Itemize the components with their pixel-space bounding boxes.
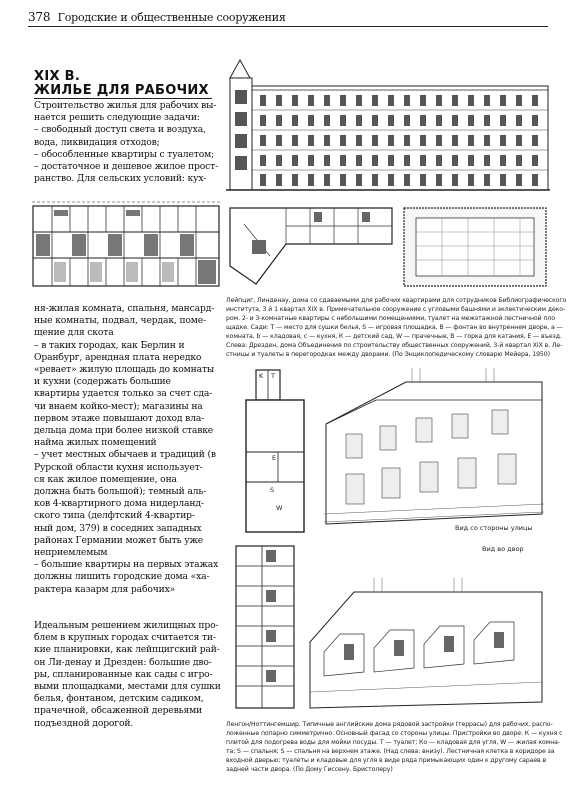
text-line: и кухни (содержать большие — [34, 376, 171, 388]
figure-caption-leipzig — [226, 296, 567, 359]
caption-line: плитой для подогрева воды для мойки посуды. Т — туалет; Ко — кладовая для угля, W — жилая комна- — [226, 739, 561, 746]
courtyard-site-plan — [402, 206, 548, 288]
caption-line: ложенные попарно симметрично. Основный фасад со стороны улицы. Пристройки во дворе: К — кухня с — [226, 730, 563, 737]
caption-line: входной дверью; туалеты и кладовые для угля в виде ряда примыкающих один к другому сараев в — [226, 757, 547, 764]
text-line: ный дом, 379) в соседних западных — [34, 522, 202, 534]
text-line: он Ли-денау и Дрезден: большие дво- — [34, 656, 212, 668]
text-line: подъездной дорогой. — [34, 717, 134, 729]
paragraph-3 — [34, 620, 221, 730]
text-line: щение для скота — [34, 327, 114, 339]
text-line: – большие квартиры на первых этажах — [34, 559, 219, 571]
room-label-t: T — [271, 372, 275, 380]
section-rule — [34, 98, 212, 99]
text-line: прачечной, обсаженной деревьями — [34, 705, 203, 717]
paragraph-2 — [34, 303, 219, 596]
text-line: рактера казарм для рабочих» — [34, 583, 176, 595]
page-number: 378 — [28, 10, 51, 24]
room-label-w: W — [276, 504, 283, 512]
text-line: – обособленные квартиры с туалетом; — [34, 148, 215, 160]
room-label-k: K — [259, 372, 264, 380]
text-line: выми площадками, местами для сушки — [34, 681, 221, 693]
text-line: ся как жилое помещение, она — [34, 473, 177, 485]
text-line: районах Германии может быть уже — [34, 534, 204, 546]
text-line: – свободный доступ света и воздуха, — [34, 124, 206, 136]
text-line: ранство. Для сельских условий: кух- — [34, 173, 207, 185]
text-line: – учет местных обычаев и традиций (в — [34, 449, 216, 461]
text-line: найма жилых помещений — [34, 437, 157, 449]
caption-line: задней части двора. (По Дому Гиссену, Бристолеру) — [226, 766, 393, 773]
text-line: ков 4-квартирного дома нидерланд- — [34, 498, 204, 510]
text-line: должна быть большой); темный аль- — [34, 486, 207, 498]
room-label-s: S — [270, 486, 275, 494]
running-head — [28, 10, 286, 24]
leipzig-floor-plan — [226, 204, 396, 288]
caption-line: Лейпциг, Линденау, дома со сдаваемыми для рабочих квартирами для сотрудников Библиографического — [226, 297, 567, 304]
label-street-side: Вид со стороны улицы — [455, 524, 533, 532]
paragraph-1 — [34, 100, 219, 185]
text-line: первом этаже повышают доход вла- — [34, 412, 205, 424]
leipzig-facade-elevation — [226, 56, 550, 198]
text-line: ры, спланированные как сады с игро- — [34, 668, 213, 680]
text-line: белья, фонтаном, детским садиком, — [34, 693, 204, 705]
section-title: ЖИЛЬЕ ДЛЯ РАБОЧИХ — [34, 83, 209, 98]
text-line: должны лишить городские дома «ха- — [34, 571, 210, 583]
terraced-house-plan — [238, 368, 312, 538]
room-label-e: E — [272, 454, 277, 462]
running-title: Городские и общественные сооружения — [57, 11, 286, 24]
text-line: квартиры удается только за счет сда- — [34, 388, 213, 400]
caption-line: комната, b — кладовая, с — кухня, К — детский сад, W — прачечные, В — горка для катания, Е — въезд. — [226, 333, 562, 340]
text-line: Оранбург, арендная плата нередко — [34, 351, 202, 363]
text-line: неприемлемым — [34, 547, 108, 559]
text-line: ня-жилая комната, спальня, мансард- — [34, 303, 215, 314]
header-rule — [28, 26, 548, 27]
section-heading — [34, 70, 209, 98]
dresden-block-plan — [32, 198, 220, 294]
text-line: – достаточное и дешевое жилое прост- — [34, 161, 219, 173]
text-line: ского типа (делфтский 4-квартир- — [34, 510, 195, 522]
text-line: дельца дома при более низкой ставке — [34, 425, 214, 437]
text-line: Строительство жилья для рабочих вы- — [34, 100, 217, 111]
section-number: XIX В. — [34, 69, 81, 84]
text-line: вода, ликвидация отходов; — [34, 136, 160, 148]
text-line: Идеальным решением жилищных про- — [34, 620, 219, 631]
text-line: Рурской области кухня использует- — [34, 461, 203, 473]
caption-line: Слева: Дрезден, дома Объединения по строительству общественных сооружений, 3-й квартал XIX в. Ле- — [226, 342, 563, 349]
caption-line: щадке. Сади: Т — место для сушки белья, S — игровая площадка, В — фонтан во внутреннем дворе, а — — [226, 324, 563, 331]
caption-line: института, 3 й 1 квартал XIX в. Примечательное сооружение с угловыми башнями и эклектическим деко- — [226, 306, 566, 313]
text-line: блем в крупных городах считается ти- — [34, 632, 216, 644]
caption-line: та; S — спальня; S — спальня на верхнем этаже. (Над слева: внизу). Лестничная клетка в коридоре за — [226, 748, 555, 755]
caption-line: стницы и туалеты в перегородках между дворами. (По Энциклопедическому словарю Мейера, 1950) — [226, 351, 550, 358]
row-houses-plan — [232, 544, 298, 712]
text-line: чи внаем койко-мест); магазины на — [34, 400, 203, 412]
caption-line: ром. 2- и 3-комнатные квартиры с небольшими помещениями, туалет на межэтажной лестничной пло — [226, 315, 555, 322]
yard-perspective — [304, 552, 548, 714]
caption-line: Ленгон/Ноттингемшир. Типичные английские дома рядовой застройки (террасы) для рабочих, распо- — [226, 721, 553, 728]
text-line: – в таких городах, как Берлин и — [34, 339, 185, 351]
text-line: «ревает» жилую площадь до комнаты — [34, 364, 215, 376]
street-side-perspective — [316, 364, 548, 534]
text-line: нается решить следующие задачи: — [34, 112, 200, 124]
label-yard-view: Вид во двор — [482, 545, 524, 553]
text-line: ные комнаты, подвал, чердак, поме- — [34, 315, 207, 327]
figure-caption-terraces — [226, 720, 563, 774]
text-line: кие планировки, как лейпцигский рай- — [34, 644, 220, 656]
